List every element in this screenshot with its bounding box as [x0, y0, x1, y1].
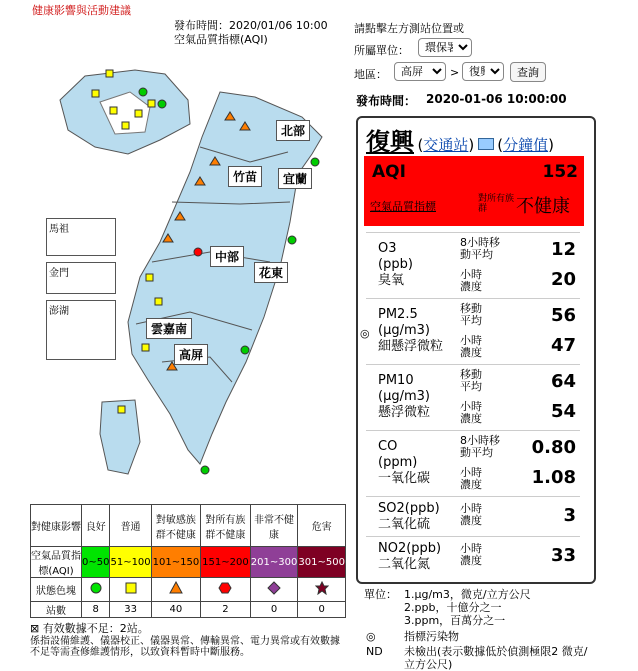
legend-table: [30, 504, 346, 618]
row-o3: [366, 232, 580, 295]
legend-category: 危害: [298, 505, 346, 547]
publish-value: 2020-01-06 10:00:00: [426, 92, 567, 106]
nd-text: 未檢出(表示數據低於偵測極限2 微克/立方公尺): [404, 645, 588, 671]
legend-count: 2: [201, 602, 251, 618]
legend-row-shape: [31, 578, 346, 602]
aqi-label: AQI: [372, 162, 406, 182]
legend-range: 51~100: [110, 547, 151, 578]
legend-shape-cell: [201, 578, 251, 602]
co-lab2: 小時濃度: [460, 466, 482, 491]
publish-time: 發布時間：2020/01/06 10:00: [174, 19, 328, 32]
station-marker[interactable]: [106, 70, 113, 77]
station-marker[interactable]: [142, 344, 149, 351]
co-name: CO: [378, 439, 398, 454]
matsu-label: 馬祖: [49, 224, 69, 235]
warning-icon: ⊠: [30, 622, 40, 635]
pm25-lab2: 小時濃度: [460, 334, 482, 359]
health-advice-link[interactable]: 健康影響與活動建議: [32, 4, 131, 17]
legend-range: 101~150: [151, 547, 201, 578]
station-marker[interactable]: [139, 88, 147, 96]
station-marker[interactable]: [155, 298, 162, 305]
square-icon: [124, 581, 138, 595]
taiwan-island: [128, 92, 322, 464]
station-marker[interactable]: [122, 122, 129, 129]
legend-shape-cell: [298, 578, 346, 602]
pm10-cn: 懸浮微粒: [378, 405, 431, 420]
co-cn: 一氧化碳: [378, 471, 431, 486]
pm25-mark: ◎: [360, 327, 370, 340]
pm10-unit: (μg/m3): [378, 389, 430, 404]
pm25-v2: 47: [550, 335, 576, 356]
pm25-lab1: 移動平均: [460, 302, 482, 327]
station-marker[interactable]: [201, 466, 209, 474]
circle-icon: [89, 581, 103, 595]
no2-cn: 二氧化氮: [378, 557, 431, 572]
o3-cn: 臭氧: [378, 273, 405, 288]
legend-count: 0: [250, 602, 298, 618]
row-pm25: [360, 298, 580, 361]
region-north[interactable]: 北部: [276, 120, 310, 141]
kinmen-label: 金門: [49, 268, 69, 279]
station-marker[interactable]: [241, 346, 249, 354]
legend-range: 301~500: [298, 547, 346, 578]
so2-cn: 二氧化硫: [378, 517, 431, 532]
station-marker[interactable]: [158, 100, 166, 108]
station-type-link[interactable]: 交通站: [423, 136, 469, 154]
no2-name: NO2(ppb): [378, 541, 442, 556]
penghu-inset[interactable]: [46, 300, 116, 360]
pm25-unit: (μg/m3): [378, 323, 430, 338]
invalid-note: [30, 622, 149, 635]
matsu-inset[interactable]: [46, 218, 116, 256]
minute-value-link[interactable]: 分鐘值: [503, 136, 549, 154]
pm10-v1: 64: [550, 371, 576, 392]
pm10-v2: 54: [550, 401, 576, 422]
indicator-mark: ◎: [366, 630, 376, 643]
pm10-name: PM10: [378, 373, 414, 388]
legend-shape-header: 狀態色塊: [31, 578, 82, 602]
units-line3: 3.ppm，百萬分之一: [404, 614, 506, 627]
legend-count: 0: [298, 602, 346, 618]
instruction-text: 請點擊左方測站位置或: [354, 22, 464, 35]
so2-name: SO2(ppb): [378, 501, 440, 516]
publish-label: 發布時間：: [356, 94, 417, 108]
legend-range: 151~200: [201, 547, 251, 578]
aqi-box: [364, 156, 584, 226]
indicator-text: 指標污染物: [404, 630, 459, 643]
legend-impact-header: 對健康影響: [31, 505, 82, 547]
station-marker[interactable]: [288, 236, 296, 244]
no2-v2: 33: [550, 545, 576, 566]
region-label: 地區：: [354, 68, 387, 81]
legend-row-count: [31, 602, 346, 618]
legend-row-impact: [31, 505, 346, 547]
legend-shape-cell: [110, 578, 151, 602]
legend-shape-cell: [151, 578, 201, 602]
no2-lab2: 小時濃度: [460, 542, 482, 567]
legend-category: 普通: [110, 505, 151, 547]
o3-lab1: 8小時移動平均: [460, 236, 500, 261]
star-icon: [315, 581, 329, 595]
diamond-icon: [267, 581, 281, 595]
pm25-cn: 細懸浮微粒: [378, 339, 444, 354]
o3-name: O3: [378, 241, 397, 256]
station-marker[interactable]: [146, 274, 153, 281]
row-so2: [366, 496, 580, 535]
region-hualien[interactable]: 花東: [254, 262, 288, 283]
o3-unit: (ppb): [378, 257, 413, 272]
station-marker[interactable]: [311, 158, 319, 166]
aqi-value: 152: [542, 162, 578, 182]
units-label: 單位：: [364, 588, 397, 601]
aqi-group: 對所有族群: [478, 194, 515, 214]
station-select[interactable]: [462, 62, 504, 81]
region-select[interactable]: [394, 62, 446, 81]
units-line1: 1.μg/m3，微克/立方公尺: [404, 588, 531, 601]
station-marker[interactable]: [118, 406, 125, 413]
co-v2: 1.08: [531, 467, 576, 488]
row-pm10: [366, 364, 580, 427]
legend-count-header: 站數: [31, 602, 82, 618]
so2-v2: 3: [563, 505, 576, 526]
region-zhumiao[interactable]: 竹苗: [228, 166, 262, 187]
legend-shape-cell: [82, 578, 110, 602]
region-yilan[interactable]: 宜蘭: [278, 168, 312, 189]
station-title: 復興 (交通站) (分鐘值): [366, 128, 554, 156]
row-no2: [366, 536, 580, 577]
pm25-name: PM2.5: [378, 307, 418, 322]
station-marker[interactable]: [110, 107, 117, 114]
aqi-title: 空氣品質指標(AQI): [174, 33, 268, 46]
station-marker[interactable]: [194, 248, 202, 256]
station-marker[interactable]: [92, 90, 99, 97]
station-marker[interactable]: [135, 110, 142, 117]
o3-lab2: 小時濃度: [460, 268, 482, 293]
query-button[interactable]: 查詢: [510, 62, 546, 82]
units-line2: 2.ppb，十億分之一: [404, 601, 502, 614]
invalid-text: 有效數據不足：2站。: [42, 622, 149, 635]
region-central[interactable]: 中部: [210, 246, 244, 267]
o3-v2: 20: [550, 269, 576, 290]
triangle-icon: [169, 581, 183, 595]
co-lab1: 8小時移動平均: [460, 434, 500, 459]
region-kaoping[interactable]: 高屏: [174, 344, 208, 365]
so2-lab2: 小時濃度: [460, 502, 482, 527]
legend-aqi-header: 空氣品質指標(AQI): [31, 547, 82, 578]
o3-v1: 12: [550, 239, 576, 260]
penghu-label: 澎湖: [49, 306, 69, 317]
legend-category: 非常不健康: [250, 505, 298, 547]
station-name: 復興: [366, 128, 414, 156]
legend-count: 40: [151, 602, 201, 618]
station-marker[interactable]: [148, 100, 155, 107]
maintenance-note: 係指設備維護、儀器校正、儀器異常、傳輸異常、電力異常或有效數據不足等需查修維護情形，以致資料暫時中斷服務。: [30, 636, 340, 658]
station-panel: [356, 116, 596, 584]
nd-label: ND: [366, 645, 383, 658]
aqi-status: 不健康: [516, 196, 570, 217]
aqi-index-link[interactable]: 空氣品質指標: [370, 200, 436, 213]
region-yunchianan[interactable]: 雲嘉南: [146, 318, 192, 339]
unit-select[interactable]: [418, 38, 472, 57]
arrow-sep: >: [450, 66, 460, 79]
legend-range: 0~50: [82, 547, 110, 578]
pm10-lab1: 移動平均: [460, 368, 482, 393]
pm10-lab2: 小時濃度: [460, 400, 482, 425]
legend-count: 33: [110, 602, 151, 618]
co-unit: (ppm): [378, 455, 418, 470]
legend-category: 對所有族群不健康: [201, 505, 251, 547]
legend-count: 8: [82, 602, 110, 618]
hexagon-icon: [218, 581, 232, 595]
legend-category: 良好: [82, 505, 110, 547]
legend-row-aqi: [31, 547, 346, 578]
unit-label: 所屬單位：: [354, 44, 409, 57]
legend-category: 對敏感族群不健康: [151, 505, 201, 547]
legend-shape-cell: [250, 578, 298, 602]
pm25-v1: 56: [550, 305, 576, 326]
legend-range: 201~300: [250, 547, 298, 578]
co-v1: 0.80: [531, 437, 576, 458]
chart-icon[interactable]: [478, 138, 494, 150]
kinmen-inset[interactable]: [46, 262, 116, 294]
row-co: [366, 430, 580, 493]
